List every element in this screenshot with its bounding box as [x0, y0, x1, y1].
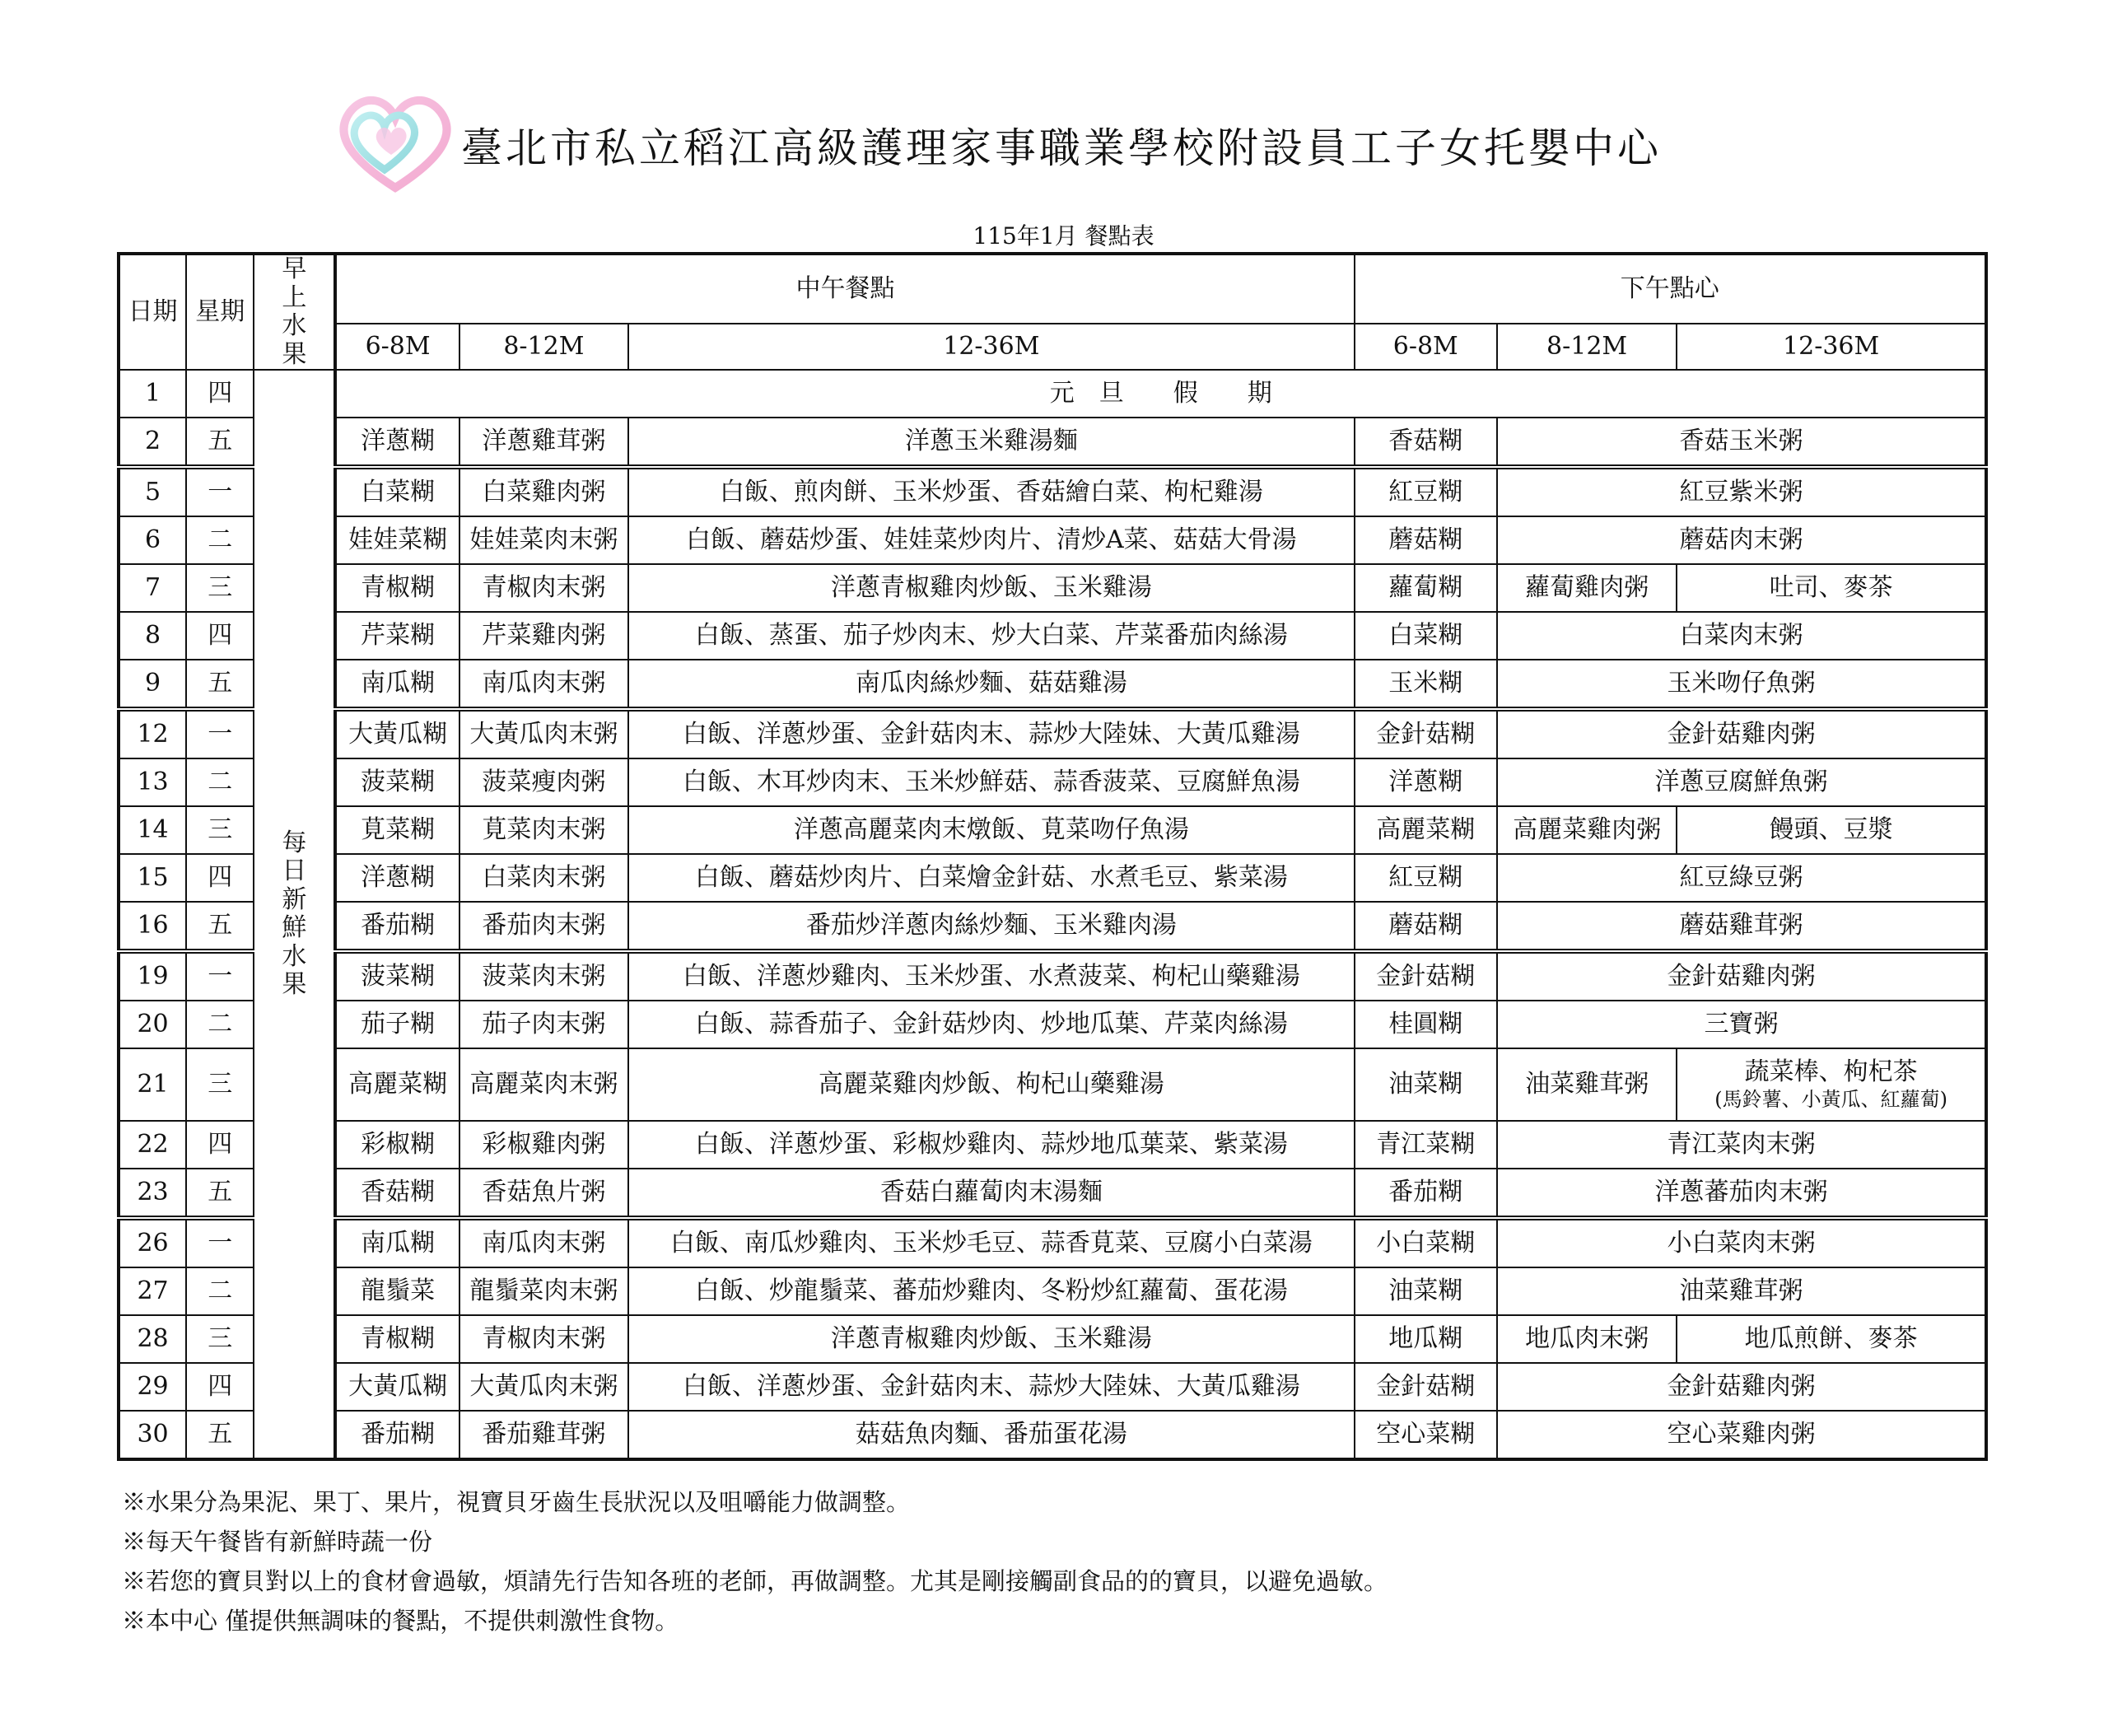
snack-8-36m: 紅豆紫米粥: [1497, 467, 1986, 516]
header-snack-12-36m: 12-36M: [1677, 324, 1986, 370]
table-row: [119, 902, 1986, 951]
table-row: [119, 1411, 1986, 1459]
lunch-8-12m: 菠菜肉末粥: [459, 951, 628, 1001]
row-date: 7: [119, 564, 186, 612]
row-weekday: 三: [186, 1315, 254, 1363]
holiday-text: 元 旦 假 期: [335, 370, 1986, 418]
lunch-8-12m: 白菜肉末粥: [459, 854, 628, 902]
holiday-weekday: 四: [186, 370, 254, 418]
lunch-12-36m: 番茄炒洋蔥肉絲炒麵、玉米雞肉湯: [628, 902, 1355, 951]
snack-8-36m: 油菜雞茸粥: [1497, 1267, 1986, 1315]
snack-8-12m: 地瓜肉末粥: [1497, 1315, 1677, 1363]
header-lunch: 中午餐點: [335, 254, 1354, 324]
note-no-seasoning: ※本中心 僅提供無調味的餐點，不提供刺激性食物。: [122, 1607, 679, 1635]
snack-6-8m: 金針菇糊: [1355, 709, 1497, 758]
snack-8-36m: 金針菇雞肉粥: [1497, 951, 1986, 1001]
snack-8-36m: 三寶粥: [1497, 1001, 1986, 1048]
row-weekday: 四: [186, 854, 254, 902]
lunch-12-36m: 洋蔥高麗菜肉末燉飯、莧菜吻仔魚湯: [628, 806, 1355, 854]
snack-8-36m: 玉米吻仔魚粥: [1497, 660, 1986, 709]
row-date: 2: [119, 418, 186, 467]
note-fruit: ※水果分為果泥、果丁、果片，視寶貝牙齒生長狀況以及咀嚼能力做調整。: [122, 1488, 911, 1516]
row-weekday: 一: [186, 1218, 254, 1267]
lunch-8-12m: 高麗菜肉末粥: [459, 1048, 628, 1121]
table-row: [119, 1001, 1986, 1048]
row-date: 21: [119, 1048, 186, 1121]
row-weekday: 一: [186, 467, 254, 516]
lunch-8-12m: 番茄肉末粥: [459, 902, 628, 951]
lunch-6-8m: 芹菜糊: [335, 612, 459, 660]
row-date: 6: [119, 516, 186, 564]
lunch-8-12m: 彩椒雞肉粥: [459, 1121, 628, 1169]
lunch-8-12m: 洋蔥雞茸粥: [459, 418, 628, 467]
row-date: 27: [119, 1267, 186, 1315]
row-date: 12: [119, 709, 186, 758]
lunch-8-12m: 芹菜雞肉粥: [459, 612, 628, 660]
snack-6-8m: 地瓜糊: [1355, 1315, 1497, 1363]
header-lunch-12-36m: 12-36M: [628, 324, 1355, 370]
lunch-6-8m: 大黃瓜糊: [335, 1363, 459, 1411]
lunch-12-36m: 白飯、南瓜炒雞肉、玉米炒毛豆、蒜香莧菜、豆腐小白菜湯: [628, 1218, 1355, 1267]
lunch-12-36m: 高麗菜雞肉炒飯、枸杞山藥雞湯: [628, 1048, 1355, 1121]
lunch-6-8m: 南瓜糊: [335, 660, 459, 709]
snack-6-8m: 蘑菇糊: [1355, 516, 1497, 564]
row-weekday: 二: [186, 1267, 254, 1315]
snack-6-8m: 高麗菜糊: [1355, 806, 1497, 854]
lunch-8-12m: 大黃瓜肉末粥: [459, 1363, 628, 1411]
row-date: 8: [119, 612, 186, 660]
lunch-12-36m: 南瓜肉絲炒麵、菇菇雞湯: [628, 660, 1355, 709]
header-lunch-6-8m: 6-8M: [335, 324, 459, 370]
row-date: 22: [119, 1121, 186, 1169]
lunch-8-12m: 莧菜肉末粥: [459, 806, 628, 854]
snack-12-36m: 饅頭、豆漿: [1677, 806, 1986, 854]
lunch-8-12m: 大黃瓜肉末粥: [459, 709, 628, 758]
header-snack: 下午點心: [1355, 254, 1986, 324]
header-date: 日期: [119, 254, 186, 370]
snack-12-36m: [1677, 1048, 1986, 1121]
lunch-8-12m: 南瓜肉末粥: [459, 660, 628, 709]
snack-6-8m: 番茄糊: [1355, 1169, 1497, 1218]
lunch-8-12m: 香菇魚片粥: [459, 1169, 628, 1218]
row-weekday: 二: [186, 758, 254, 806]
snack-8-36m: 金針菇雞肉粥: [1497, 709, 1986, 758]
table-row: [119, 1363, 1986, 1411]
table-row: [119, 854, 1986, 902]
lunch-12-36m: 洋蔥青椒雞肉炒飯、玉米雞湯: [628, 564, 1355, 612]
row-date: 20: [119, 1001, 186, 1048]
snack-8-36m: 洋蔥蕃茄肉末粥: [1497, 1169, 1986, 1218]
snack-8-36m: 洋蔥豆腐鮮魚粥: [1497, 758, 1986, 806]
table-row: [119, 758, 1986, 806]
lunch-12-36m: 白飯、蒸蛋、茄子炒肉末、炒大白菜、芹菜番茄肉絲湯: [628, 612, 1355, 660]
snack-8-36m: 蘑菇肉末粥: [1497, 516, 1986, 564]
snack-12-36m: 地瓜煎餅、麥茶: [1677, 1315, 1986, 1363]
header-weekday: 星期: [186, 254, 254, 370]
table-row: [119, 1121, 1986, 1169]
snack-6-8m: 空心菜糊: [1355, 1411, 1497, 1459]
snack-8-36m: 蘑菇雞茸粥: [1497, 902, 1986, 951]
snack-6-8m: 香菇糊: [1355, 418, 1497, 467]
lunch-6-8m: 大黃瓜糊: [335, 709, 459, 758]
table-row: [119, 951, 1986, 1001]
snack-6-8m: 金針菇糊: [1355, 951, 1497, 1001]
lunch-8-12m: 青椒肉末粥: [459, 1315, 628, 1363]
page-title: 臺北市私立稻江高級護理家事職業學校附設員工子女托嬰中心: [461, 124, 1662, 172]
lunch-12-36m: 白飯、煎肉餅、玉米炒蛋、香菇繪白菜、枸杞雞湯: [628, 467, 1355, 516]
lunch-12-36m: 洋蔥青椒雞肉炒飯、玉米雞湯: [628, 1315, 1355, 1363]
row-weekday: 五: [186, 902, 254, 951]
lunch-6-8m: 白菜糊: [335, 467, 459, 516]
row-weekday: 三: [186, 1048, 254, 1121]
lunch-8-12m: 菠菜瘦肉粥: [459, 758, 628, 806]
row-date: 23: [119, 1169, 186, 1218]
lunch-6-8m: 彩椒糊: [335, 1121, 459, 1169]
snack-6-8m: 紅豆糊: [1355, 467, 1497, 516]
row-date: 15: [119, 854, 186, 902]
lunch-12-36m: 白飯、蘑菇炒肉片、白菜燴金針菇、水煮毛豆、紫菜湯: [628, 854, 1355, 902]
snack-8-12m: 蘿蔔雞肉粥: [1497, 564, 1677, 612]
note-allergy: ※若您的寶貝對以上的食材會過敏，煩請先行告知各班的老師，再做調整。尤其是剛接觸副食品的的寶貝，以避免過敏。: [122, 1567, 1388, 1595]
notes-section: [122, 1482, 2016, 1640]
lunch-12-36m: 白飯、炒龍鬚菜、蕃茄炒雞肉、冬粉炒紅蘿蔔、蛋花湯: [628, 1267, 1355, 1315]
lunch-8-12m: 青椒肉末粥: [459, 564, 628, 612]
row-date: 14: [119, 806, 186, 854]
lunch-8-12m: 番茄雞茸粥: [459, 1411, 628, 1459]
lunch-6-8m: 青椒糊: [335, 564, 459, 612]
snack-6-8m: 油菜糊: [1355, 1267, 1497, 1315]
snack-12-36m-main: 蔬菜棒、枸杞茶: [1744, 1057, 1918, 1086]
lunch-12-36m: 香菇白蘿蔔肉末湯麵: [628, 1169, 1355, 1218]
row-date: 29: [119, 1363, 186, 1411]
row-weekday: 四: [186, 612, 254, 660]
lunch-12-36m: 白飯、洋蔥炒雞肉、玉米炒蛋、水煮菠菜、枸杞山藥雞湯: [628, 951, 1355, 1001]
row-weekday: 四: [186, 1121, 254, 1169]
snack-12-36m: 吐司、麥茶: [1677, 564, 1986, 612]
daily-fresh-fruit-cell: 每日新鮮水果: [254, 370, 335, 1459]
table-row: [119, 1267, 1986, 1315]
snack-8-12m: 油菜雞茸粥: [1497, 1048, 1677, 1121]
table-row: [119, 660, 1986, 709]
header-snack-8-12m: 8-12M: [1497, 324, 1677, 370]
table-row: [119, 418, 1986, 467]
lunch-6-8m: 茄子糊: [335, 1001, 459, 1048]
snack-12-36m-note: (馬鈴薯、小黃瓜、紅蘿蔔): [1714, 1088, 1947, 1112]
lunch-6-8m: 洋蔥糊: [335, 854, 459, 902]
row-weekday: 二: [186, 1001, 254, 1048]
snack-8-36m: 香菇玉米粥: [1497, 418, 1986, 467]
snack-6-8m: 桂圓糊: [1355, 1001, 1497, 1048]
table-row: [119, 1218, 1986, 1267]
snack-6-8m: 洋蔥糊: [1355, 758, 1497, 806]
lunch-12-36m: 白飯、蘑菇炒蛋、娃娃菜炒肉片、清炒A菜、菇菇大骨湯: [628, 516, 1355, 564]
snack-8-36m: 白菜肉末粥: [1497, 612, 1986, 660]
row-date: 19: [119, 951, 186, 1001]
lunch-8-12m: 娃娃菜肉末粥: [459, 516, 628, 564]
lunch-6-8m: 娃娃菜糊: [335, 516, 459, 564]
table-row: [119, 709, 1986, 758]
lunch-12-36m: 洋蔥玉米雞湯麵: [628, 418, 1355, 467]
row-weekday: 五: [186, 418, 254, 467]
lunch-6-8m: 南瓜糊: [335, 1218, 459, 1267]
lunch-6-8m: 菠菜糊: [335, 758, 459, 806]
lunch-6-8m: 莧菜糊: [335, 806, 459, 854]
row-weekday: 五: [186, 1411, 254, 1459]
lunch-12-36m: 白飯、木耳炒肉末、玉米炒鮮菇、蒜香菠菜、豆腐鮮魚湯: [628, 758, 1355, 806]
snack-6-8m: 蘑菇糊: [1355, 902, 1497, 951]
snack-6-8m: 白菜糊: [1355, 612, 1497, 660]
row-weekday: 五: [186, 660, 254, 709]
lunch-8-12m: 茄子肉末粥: [459, 1001, 628, 1048]
row-weekday: 二: [186, 516, 254, 564]
lunch-8-12m: 白菜雞肉粥: [459, 467, 628, 516]
snack-6-8m: 玉米糊: [1355, 660, 1497, 709]
snack-8-36m: 小白菜肉末粥: [1497, 1218, 1986, 1267]
table-row: [119, 1048, 1986, 1121]
lunch-12-36m: 白飯、洋蔥炒蛋、彩椒炒雞肉、蒜炒地瓜葉菜、紫菜湯: [628, 1121, 1355, 1169]
row-weekday: 一: [186, 951, 254, 1001]
table-row: [119, 612, 1986, 660]
snack-8-36m: 空心菜雞肉粥: [1497, 1411, 1986, 1459]
header-lunch-8-12m: 8-12M: [459, 324, 628, 370]
holiday-date: 1: [119, 370, 186, 418]
meal-schedule-table: [117, 252, 1988, 1461]
snack-6-8m: 油菜糊: [1355, 1048, 1497, 1121]
lunch-6-8m: 菠菜糊: [335, 951, 459, 1001]
lunch-6-8m: 青椒糊: [335, 1315, 459, 1363]
header-morning-fruit: 早上水果: [254, 254, 335, 370]
lunch-6-8m: 番茄糊: [335, 1411, 459, 1459]
row-date: 30: [119, 1411, 186, 1459]
row-date: 28: [119, 1315, 186, 1363]
snack-6-8m: 金針菇糊: [1355, 1363, 1497, 1411]
table-row: [119, 516, 1986, 564]
lunch-12-36m: 菇菇魚肉麵、番茄蛋花湯: [628, 1411, 1355, 1459]
row-weekday: 一: [186, 709, 254, 758]
table-row: [119, 564, 1986, 612]
row-date: 16: [119, 902, 186, 951]
snack-6-8m: 小白菜糊: [1355, 1218, 1497, 1267]
table-row: [119, 806, 1986, 854]
lunch-12-36m: 白飯、洋蔥炒蛋、金針菇肉末、蒜炒大陸妹、大黃瓜雞湯: [628, 709, 1355, 758]
row-weekday: 三: [186, 564, 254, 612]
heart-logo-icon: [334, 89, 457, 196]
table-row: [119, 1315, 1986, 1363]
table-row: [119, 1169, 1986, 1218]
lunch-12-36m: 白飯、洋蔥炒蛋、金針菇肉末、蒜炒大陸妹、大黃瓜雞湯: [628, 1363, 1355, 1411]
note-vegetables: ※每天午餐皆有新鮮時蔬一份: [122, 1528, 433, 1556]
snack-8-36m: 紅豆綠豆粥: [1497, 854, 1986, 902]
lunch-6-8m: 龍鬚菜: [335, 1267, 459, 1315]
page-subtitle: 115年1月 餐點表: [973, 222, 1154, 250]
snack-6-8m: 紅豆糊: [1355, 854, 1497, 902]
row-date: 13: [119, 758, 186, 806]
row-date: 9: [119, 660, 186, 709]
lunch-6-8m: 洋蔥糊: [335, 418, 459, 467]
snack-6-8m: 青江菜糊: [1355, 1121, 1497, 1169]
table-row: [119, 467, 1986, 516]
lunch-6-8m: 香菇糊: [335, 1169, 459, 1218]
snack-6-8m: 蘿蔔糊: [1355, 564, 1497, 612]
row-weekday: 五: [186, 1169, 254, 1218]
snack-8-36m: 青江菜肉末粥: [1497, 1121, 1986, 1169]
lunch-6-8m: 高麗菜糊: [335, 1048, 459, 1121]
lunch-6-8m: 番茄糊: [335, 902, 459, 951]
snack-8-12m: 高麗菜雞肉粥: [1497, 806, 1677, 854]
lunch-8-12m: 南瓜肉末粥: [459, 1218, 628, 1267]
row-date: 26: [119, 1218, 186, 1267]
lunch-8-12m: 龍鬚菜肉末粥: [459, 1267, 628, 1315]
row-date: 5: [119, 467, 186, 516]
snack-8-36m: 金針菇雞肉粥: [1497, 1363, 1986, 1411]
lunch-12-36m: 白飯、蒜香茄子、金針菇炒肉、炒地瓜葉、芹菜肉絲湯: [628, 1001, 1355, 1048]
header-snack-6-8m: 6-8M: [1355, 324, 1497, 370]
row-weekday: 四: [186, 1363, 254, 1411]
row-weekday: 三: [186, 806, 254, 854]
